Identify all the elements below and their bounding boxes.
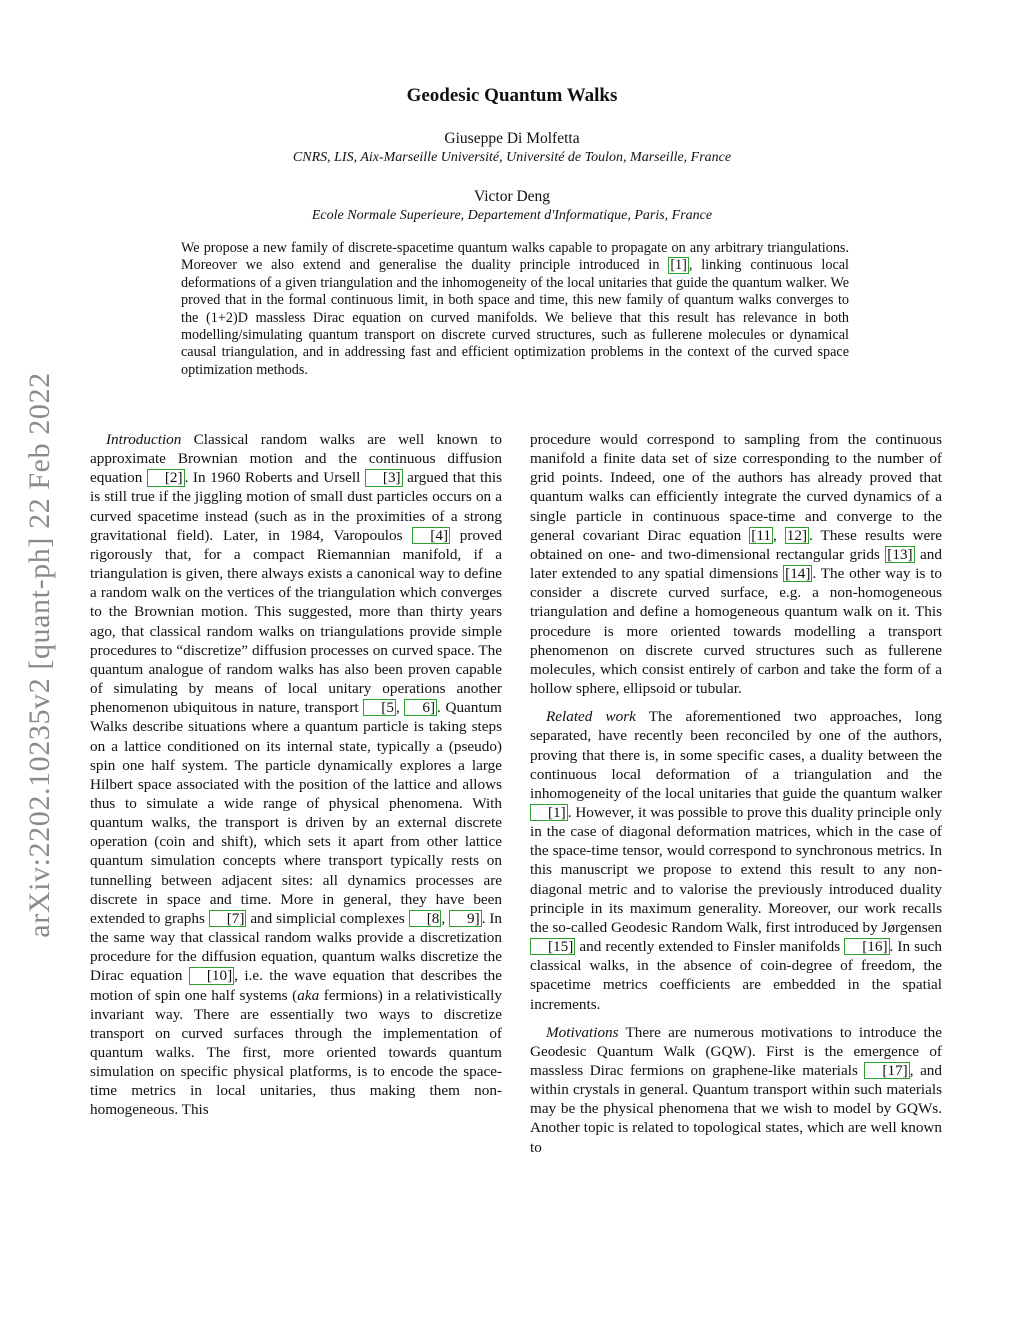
body-text: , and within crystals in general. Quantum transport within such materials may be the physical phenomena that we wish to model by GQWs. Another topic is related to topological states, which are well known to xyxy=(530,1062,942,1156)
right-column xyxy=(530,430,942,1166)
section-heading-introduction: Introduction xyxy=(106,431,182,448)
citation-link[interactable]: [1] xyxy=(670,257,687,274)
body-text: . The other way is to consider a discrete curved surface, e.g. a non-homogeneous triangulation and define a homogeneous quantum walk on it. This procedure is more oriented towards modelling a transport phenomenon on discrete curved structures such as fullerene molecules, which consist entirely of carbon and take the form of a hollow sphere, ellipsoid or tubular. xyxy=(530,565,943,698)
citation-link[interactable]: [1] xyxy=(530,804,568,821)
arxiv-id-text: arXiv:2202.10235v2 [quant-ph] 22 Feb 2022 xyxy=(23,372,56,938)
section-heading-motivations: Motivations xyxy=(546,1023,619,1041)
citation-link[interactable]: [4] xyxy=(412,527,450,544)
body-text: . In the same way that classical random walks provide a discretization procedure for the diffusion equation, quantum walks discretize the Dirac equation xyxy=(90,909,503,985)
body-text: fermions) in a relativistically invariant way. There are essentially two ways to discretize transport on curved surfaces through the implementation of quantum walks. The first, more oriented towards quantum simulation on specific physical platforms, is to encode the space-time metrics in local unitaries, thus making them non-homogeneous. This xyxy=(90,986,502,1119)
citation-link[interactable]: [14] xyxy=(785,565,811,583)
body-text: . However, it was possible to prove this duality principle only in the case of diagonal deformation matrices, which in the case of the space-time tensor, would correspond to synchronous metrics. In this manuscript we propose to extend this result to any non-diagonal metric and to valorise the previously introduced duality principle in its maximum generality. Moreover, our work recalls the so-called Geodesic Random Walk, first introduced by Jørgensen xyxy=(530,803,942,936)
citation-link[interactable]: 6] xyxy=(404,699,437,716)
abstract xyxy=(181,240,849,379)
body-text: and recently extended to Finsler manifolds xyxy=(575,938,845,956)
body-text: . In such classical walks, in the absence of coin-degree of freedom, the spacetime metrics coefficients are embedded in the spatial increments. xyxy=(530,938,942,1013)
paragraph-motivations xyxy=(530,1023,942,1157)
body-text: proved rigorously that, for a compact Riemannian manifold, if a triangulation is given, there always exists a canonical way to define a random walk on the vertices of the triangulation which converges to the Brownian motion. This suggested, more than thirty years ago, that classical random walks on triangulations provide simple procedures to “discretize” diffusion processes on curved space. The quantum analogue of random walks has also been proven capable of simulating by means of local unitary operations another phenomenon ubiquitous in nature, transport xyxy=(90,526,502,717)
author-name-1: Giuseppe Di Molfetta xyxy=(444,130,580,147)
body-text: Classical random walks are well known to approximate Brownian motion and the continuous diffusion equation xyxy=(90,431,502,487)
body-text: argued that this is still true if the jiggling motion of small dust particles occurs on a curved spacetime instead (such as in the proximities of a strong gravitational field). Later, in 1984, Varopoulos xyxy=(90,469,503,544)
author-name-2: Victor Deng xyxy=(473,188,551,205)
left-column xyxy=(90,430,502,1129)
author-affiliation-1: CNRS, LIS, Aix-Marseille Université, Université de Toulon, Marseille, France xyxy=(292,150,732,165)
citation-link[interactable]: [2] xyxy=(147,469,185,486)
citation-link[interactable]: [17] xyxy=(864,1062,909,1079)
citation-link[interactable]: 12] xyxy=(786,526,808,544)
author-affiliation-2: Ecole Normale Superieure, Departement d'Informatique, Paris, France xyxy=(311,208,713,223)
body-text: . Quantum Walks describe situations where a quantum particle is taking steps on a lattice conditioned on its internal state, typically a (pseudo) spin one half system. The particle dynamically explores a large Hilbert space associated with the position of the lattice and allows thus to simulate a wide range of physical phenomena. With quantum walks, the transport is driven by an external discrete operation (coin and shift), which sets it apart from other lattice quantum simulation concepts where transport typically rests on tunnelling between adjacent sites: all dynamics processes are discrete in space and time. More in general, they have been extended to graphs xyxy=(90,699,502,927)
body-text: The aforementioned two approaches, long separated, have recently been reconciled by one of the authors, proving that there is, in some specific cases, a duality between the continuous local deformation of a triangulation and the inhomogeneity of the local unitaries that guide the quantum walker xyxy=(530,708,942,802)
paragraph-introduction-continued: procedure would correspond to sampling from the continuous manifold a finite data set of size corresponding to the number of grid points. Indeed, one of the authors has already proved that quantum walks can efficiently integrate the curved dynamics of a single particle in continuous space-time and converge to the general covariant Dirac equation [11 , 12] . These results were obtained on one- and two-dimensional rectangular grids [13] and later extended to any spatial dimensions [14] . The other way is to consider a discrete curved surface, e.g. a non-homogeneous triangulation and define a homogeneous quantum walk on it. This procedure is more oriented towards modelling a transport phenomenon on discrete curved structures such as fullerene molecules, which consist entirely of carbon and take the form of a hollow sphere, ellipsoid or tubular. xyxy=(530,431,943,698)
citation-link[interactable]: [11 xyxy=(751,526,771,544)
body-text: There are numerous motivations to introduce the Geodesic Quantum Walk (GQW). First is the emergence of massless Dirac fermions on graphene-like materials xyxy=(530,1023,942,1079)
citation-link[interactable]: [16] xyxy=(844,938,889,955)
abstract-text: We propose a new family of discrete-spacetime quantum walks capable to propagate on any arbitrary triangulations. Moreover we also extend and generalise the duality principle introduced in xyxy=(181,240,849,274)
paper-title: Geodesic Quantum Walks xyxy=(406,85,618,106)
citation-link[interactable]: [13] xyxy=(887,545,913,563)
citation-link[interactable]: [10] xyxy=(189,967,234,984)
section-heading-related-work: Related work xyxy=(546,708,636,726)
citation-link[interactable]: [7] xyxy=(209,910,247,927)
body-text: , i.e. the wave equation that describes the motion of spin one half systems ( xyxy=(90,967,502,1004)
body-text: procedure would correspond to sampling from the continuous manifold a finite data set of size corresponding to the number of grid points. Indeed, one of the authors has already proved that quantum walks can efficiently integrate the curved dynamics of a single particle in continuous space-time and converge to the general covariant Dirac equation xyxy=(530,431,942,544)
body-text: and later extended to any spatial dimensions xyxy=(530,545,942,583)
body-text: . In 1960 Roberts and Ursell xyxy=(184,469,365,487)
abstract-text: , linking continuous local deformations of a given triangulation and the inhomogeneity of the local unitaries that guide the quantum walker. We proved that in the formal continuous limit, in both space and time, this new family of quantum walks converges to the (1+2)D massless Dirac equation on curved manifolds. We believe that this result has relevance in both modelling/simulating quantum transport on discrete curved structures, such as fullerene molecules or dynamical causal triangulation, and in addressing fast and efficient optimization problems in the context of the curved space optimization methods. xyxy=(181,257,849,378)
paragraph-introduction: Introduction Classical random walks are well known to approximate Brownian motion and the continuous diffusion equation [2] . In 1960 Roberts and Ursell [3] argued that this is still true if the jiggling motion of small dust particles occurs on a curved spacetime instead (such as in the proximities of a strong gravitational field). Later, in 1984, Varopoulos [4] proved rigorously that, for a compact Riemannian manifold, if a triangulation is given, there always exists a canonical way to define a random walk on the vertices of the triangulation which converges to the Brownian motion. This suggested, more than thirty years ago, that classical random walks on triangulations provide simple procedures to “discretize” diffusion processes on curved space. The quantum analogue of random walks has also been proven capable of simulating by means of local unitary operations another phenomenon ubiquitous in nature, transport [5 , 6] . Quantum Walks describe situations where a quantum particle is taking steps on a lattice conditioned on its internal state, typically a (pseudo) spin one half system. The particle dynamically explores a large Hilbert space associated with the position of the lattice and allows thus to simulate a wide range of physical phenomena. With quantum walks, the transport is driven by an external discrete operation (coin and shift), which sets it apart from other lattice quantum simulation concepts where transport typically rests on tunnelling between adjacent sites: all dynamics processes are discrete in space and time. More in general, they have been extended to graphs [7] and simplicial complexes [8 , 9] . In the same way that classical random walks provide a discretization procedure for the diffusion equation, quantum walks discretize the Dirac equation [10] , i.e. the wave equation that describes the motion of spin one half systems (aka fermions) in a relativistically invariant way. There are essentially two ways to discretize transport on curved surfaces through the implementation of quantum walks. The first, more oriented towards quantum simulation on specific physical platforms, is to encode the space-time metrics in local unitaries, thus making them non-homogeneous. This xyxy=(90,431,503,1119)
body-text: and simplicial complexes xyxy=(246,909,409,927)
citation-link[interactable]: [8 xyxy=(409,910,442,927)
paragraph-related-work xyxy=(530,707,942,1014)
citation-link[interactable]: 9] xyxy=(449,910,482,927)
body-text: . These results were obtained on one- and two-dimensional rectangular grids xyxy=(530,526,942,563)
citation-link[interactable]: [3] xyxy=(365,469,403,486)
italic-term: aka xyxy=(297,986,320,1004)
citation-link[interactable]: [15] xyxy=(530,938,575,955)
citation-link[interactable]: [5 xyxy=(363,699,396,716)
